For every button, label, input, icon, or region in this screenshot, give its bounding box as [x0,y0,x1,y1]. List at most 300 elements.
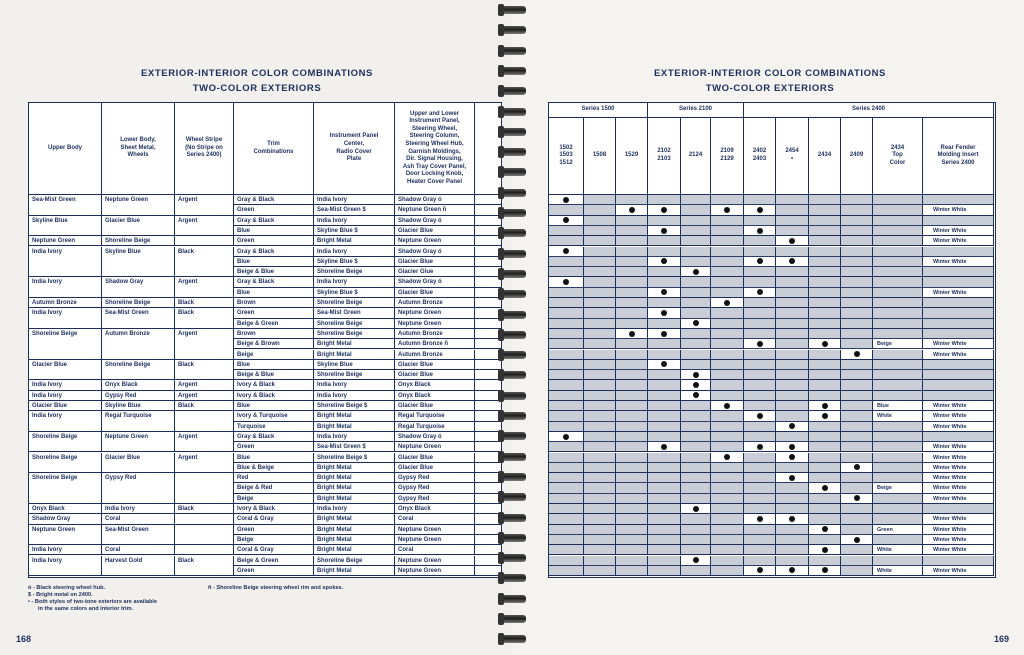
cell-panel: India Ivory [314,195,395,205]
availability-cell [681,370,711,380]
availability-cell [776,298,809,308]
availability-cell [776,494,809,504]
series-header: Series 2400 [744,103,994,118]
cell-lower: Gypsy Red [102,473,175,504]
availability-cell [648,525,681,535]
top-color-cell [873,514,923,524]
availability-cell [681,494,711,504]
availability-cell [648,329,681,339]
spiral-ring [498,633,528,645]
availability-dot [789,475,795,481]
cell-panel: Skyline Blue $ [314,226,395,236]
availability-cell [681,442,711,452]
availability-dot [661,228,667,234]
cell-trim: Gray & Black [234,277,314,287]
availability-dot [757,444,763,450]
availability-cell [549,401,584,411]
availability-cell [809,453,841,463]
spiral-ring [498,471,528,483]
availability-cell [776,226,809,236]
availability-cell [776,483,809,493]
availability-dot [789,258,795,264]
availability-cell [711,247,744,257]
availability-cell [776,422,809,432]
availability-cell [776,329,809,339]
top-color-cell [873,566,923,576]
availability-dot [693,557,699,563]
availability-cell [744,319,776,329]
availability-cell [711,277,744,287]
cell-lower: Shadow Gray [102,277,175,298]
availability-dot [563,197,569,203]
availability-cell [744,298,776,308]
availability-cell [841,483,873,493]
left-title: EXTERIOR-INTERIOR COLOR COMBINATIONS [140,68,373,79]
spiral-ring [498,410,528,422]
availability-cell [648,195,681,205]
cell-lower: Shoreline Beige [102,360,175,381]
model-column-header: 1502 1503 1512 [549,118,584,195]
availability-dot [757,341,763,347]
availability-cell [648,483,681,493]
availability-cell [776,216,809,226]
availability-cell [648,411,681,421]
availability-cell [549,298,584,308]
molding-insert-cell [923,556,994,566]
top-color-cell [873,257,923,267]
availability-cell [776,525,809,535]
availability-cell [549,247,584,257]
cell-trim: Beige [234,350,314,360]
molding-insert-cell [923,216,994,226]
molding-insert-cell [923,566,994,576]
availability-cell [549,319,584,329]
availability-cell [681,308,711,318]
molding-insert-value: Winter White [933,444,967,451]
availability-cell [648,514,681,524]
footnote-1: ó - Black steering wheel hub. [28,585,106,591]
availability-cell [809,401,841,411]
availability-cell [584,350,616,360]
availability-cell [549,267,584,277]
availability-cell [584,401,616,411]
availability-cell [841,339,873,349]
cell-panel: Sea-Mist Green [314,308,395,318]
availability-dot [822,341,828,347]
cell-trim: Ivory & Black [234,391,314,401]
availability-cell [549,380,584,390]
cell-upper-lower: Neptune Green [395,556,475,566]
availability-cell [776,514,809,524]
cell-upper-lower: Glacier Blue [395,401,475,411]
availability-cell [841,442,873,452]
availability-cell [711,494,744,504]
top-color-cell [873,308,923,318]
cell-trim: Brown [234,298,314,308]
cell-stripe: Argent [175,195,234,216]
availability-cell [841,216,873,226]
availability-cell [744,236,776,246]
availability-cell [648,205,681,215]
cell-upper-lower: Glacier Blue [395,257,475,267]
availability-cell [549,566,584,576]
spiral-ring [498,451,528,463]
availability-cell [744,453,776,463]
spiral-ring [498,65,528,77]
availability-dot [661,444,667,450]
cell-upper-lower: Glacier Blue [395,226,475,236]
footnote-3-cont: in the same colors and interior trim. [38,606,134,612]
cell-upper-lower: Neptune Green [395,442,475,452]
availability-cell [744,494,776,504]
availability-cell [648,236,681,246]
availability-cell [616,380,648,390]
availability-cell [616,473,648,483]
spiral-ring [498,207,528,219]
availability-cell [776,463,809,473]
cell-upper: India Ivory [29,380,102,390]
molding-insert-value: Winter White [933,526,967,533]
molding-insert-cell [923,360,994,370]
top-color-cell [873,453,923,463]
availability-cell [744,195,776,205]
availability-cell [549,545,584,555]
top-color-cell [873,473,923,483]
availability-cell [681,226,711,236]
molding-insert-value: Winter White [933,413,967,420]
molding-insert-cell [923,205,994,215]
availability-cell [809,329,841,339]
availability-cell [744,566,776,576]
cell-upper-lower: Neptune Green [395,308,475,318]
availability-cell [776,277,809,287]
cell-trim: Green [234,308,314,318]
availability-cell [841,432,873,442]
cell-lower: Neptune Green [102,432,175,453]
spiral-ring [498,430,528,442]
availability-cell [584,195,616,205]
availability-cell [744,483,776,493]
top-color-cell [873,380,923,390]
cell-upper-lower: Gypsy Red [395,483,475,493]
cell-lower: Glacier Blue [102,453,175,474]
availability-cell [841,350,873,360]
availability-cell [711,339,744,349]
cell-upper-lower: Glacier Blue [395,360,475,370]
availability-cell [841,380,873,390]
cell-panel: Bright Metal [314,535,395,545]
availability-cell [549,277,584,287]
cell-stripe: Black [175,247,234,278]
availability-cell [841,411,873,421]
availability-cell [616,401,648,411]
cell-panel: Shoreline Beige [314,267,395,277]
availability-cell [584,483,616,493]
availability-cell [809,319,841,329]
availability-cell [711,545,744,555]
availability-cell [776,247,809,257]
availability-cell [549,556,584,566]
cell-panel: India Ivory [314,432,395,442]
molding-insert-cell [923,319,994,329]
molding-insert-value: Winter White [933,207,967,214]
molding-insert-cell [923,195,994,205]
cell-upper: India Ivory [29,247,102,278]
top-color-value: White [877,413,892,420]
availability-cell [584,453,616,463]
cell-lower: Glacier Blue [102,216,175,237]
cell-upper: Shadow Gray [29,514,102,524]
availability-cell [841,473,873,483]
cell-upper-lower: Glacier Blue [395,463,475,473]
availability-cell [841,257,873,267]
availability-cell [841,535,873,545]
molding-insert-cell [923,411,994,421]
availability-dot [789,516,795,522]
availability-cell [616,308,648,318]
availability-cell [744,216,776,226]
cell-upper: India Ivory [29,545,102,555]
cell-lower: Regal Turquoise [102,411,175,432]
cell-upper: Shoreline Beige [29,432,102,453]
interior-trim-table [28,102,502,578]
molding-insert-cell [923,288,994,298]
availability-cell [841,205,873,215]
availability-cell [744,380,776,390]
availability-dot [822,403,828,409]
cell-lower: Coral [102,514,175,524]
cell-upper: Shoreline Beige [29,473,102,504]
cell-upper: Glacier Blue [29,401,102,411]
availability-cell [584,556,616,566]
availability-cell [776,473,809,483]
availability-cell [681,473,711,483]
molding-insert-cell [923,391,994,401]
availability-cell [744,463,776,473]
top-color-cell [873,277,923,287]
molding-insert-cell [923,308,994,318]
top-color-cell [873,370,923,380]
cell-panel: Sea-Mist Green $ [314,205,395,215]
availability-cell [776,257,809,267]
cell-lower: Skyline Blue [102,401,175,411]
availability-cell [648,442,681,452]
availability-cell [711,401,744,411]
availability-cell [776,360,809,370]
availability-cell [841,463,873,473]
availability-cell [841,329,873,339]
availability-cell [809,308,841,318]
spiral-ring [498,45,528,57]
column-header-upper-lower-instrument-panel: Upper and Lower Instrument Panel, Steering Wheel, Steering Column, Steering Wheel Hub, Garnish Moldings, Dir. Signal Housing, Ash Tray Cover Panel, Door Locking Knob, Heater Cover Panel [395,103,475,195]
cell-panel: Bright Metal [314,350,395,360]
spiral-ring [498,512,528,524]
cell-panel: Sea-Mist Green $ [314,442,395,452]
availability-cell [616,319,648,329]
top-color-value: White [877,547,892,554]
availability-cell [681,257,711,267]
availability-cell [744,422,776,432]
cell-lower: Sea-Mist Green [102,308,175,329]
availability-cell [616,236,648,246]
spiral-ring [498,126,528,138]
availability-cell [584,298,616,308]
cell-stripe: Argent [175,329,234,360]
availability-cell [549,339,584,349]
availability-cell [681,247,711,257]
cell-upper-lower: Gypsy Red [395,473,475,483]
cell-panel: India Ivory [314,504,395,514]
cell-upper-lower: Neptune Green [395,535,475,545]
availability-cell [711,257,744,267]
molding-insert-cell [923,329,994,339]
cell-panel: Shoreline Beige [314,329,395,339]
availability-cell [616,494,648,504]
cell-upper-lower: Glacier Glue [395,267,475,277]
cell-upper-lower: Gypsy Red [395,494,475,504]
availability-cell [681,329,711,339]
availability-cell [616,277,648,287]
availability-cell [809,277,841,287]
molding-insert-cell [923,463,994,473]
cell-trim: Blue [234,226,314,236]
availability-cell [744,556,776,566]
availability-cell [809,432,841,442]
molding-insert-value: Winter White [933,423,967,430]
molding-insert-value: Winter White [933,475,967,482]
cell-lower: Gypsy Red [102,391,175,401]
availability-cell [681,483,711,493]
cell-panel: India Ivory [314,277,395,287]
cell-upper-lower: Shadow Gray ó [395,277,475,287]
cell-lower: Neptune Green [102,195,175,216]
availability-cell [841,525,873,535]
spiral-ring [498,572,528,584]
availability-cell [616,463,648,473]
availability-cell [584,463,616,473]
molding-insert-cell [923,226,994,236]
availability-cell [809,350,841,360]
molding-insert-value: Winter White [933,464,967,471]
cell-trim: Gray & Black [234,247,314,257]
top-color-cell [873,205,923,215]
availability-cell [776,432,809,442]
model-availability-table [548,102,996,578]
top-color-cell [873,391,923,401]
availability-cell [711,442,744,452]
availability-cell [711,216,744,226]
availability-dot [661,361,667,367]
cell-trim: Gray & Black [234,432,314,442]
cell-upper: India Ivory [29,277,102,298]
availability-cell [776,556,809,566]
availability-cell [711,525,744,535]
cell-lower: Skyline Blue [102,247,175,278]
availability-cell [841,277,873,287]
spiral-ring [498,106,528,118]
availability-cell [841,545,873,555]
cell-upper: Neptune Green [29,236,102,246]
availability-cell [681,216,711,226]
availability-cell [809,483,841,493]
model-column-header: 2102 2103 [648,118,681,195]
cell-trim: Blue [234,288,314,298]
availability-cell [616,504,648,514]
cell-lower: Sea-Mist Green [102,525,175,546]
model-column-header: 1529 [616,118,648,195]
availability-cell [584,308,616,318]
top-color-cell [873,339,923,349]
cell-upper: Shoreline Beige [29,453,102,474]
availability-cell [841,226,873,236]
availability-cell [681,545,711,555]
availability-cell [776,308,809,318]
top-color-value: Blue [877,403,889,409]
spiral-ring [498,613,528,625]
availability-dot [822,567,828,573]
availability-cell [744,411,776,421]
cell-panel: Bright Metal [314,463,395,473]
availability-cell [681,525,711,535]
availability-cell [776,319,809,329]
availability-cell [711,329,744,339]
cell-stripe: Argent [175,216,234,237]
availability-cell [616,350,648,360]
availability-cell [711,195,744,205]
availability-dot [854,495,860,501]
availability-dot [822,485,828,491]
availability-cell [549,257,584,267]
availability-cell [681,319,711,329]
column-header-wheel-stripe: Wheel Stripe (No Stripe on Series 2400) [175,103,234,195]
cell-upper-lower: Shadow Gray ó [395,247,475,257]
top-color-value: Beige [877,341,892,348]
availability-cell [809,566,841,576]
availability-cell [616,216,648,226]
availability-cell [681,298,711,308]
availability-cell [549,288,584,298]
availability-cell [711,514,744,524]
molding-insert-cell [923,494,994,504]
model-column-header: 2409 [841,118,873,195]
cell-upper-lower: Regal Turquoise [395,422,475,432]
top-color-value: Beige [877,485,892,492]
availability-cell [584,205,616,215]
molding-insert-value: Winter White [933,454,967,461]
cell-trim: Gray & Black [234,216,314,226]
availability-cell [809,298,841,308]
top-color-cell [873,350,923,360]
availability-cell [809,257,841,267]
spiral-ring [498,24,528,36]
model-column-header: Rear Fender Molding Insert Series 2400 [923,118,994,195]
cell-trim: Green [234,442,314,452]
availability-cell [648,257,681,267]
availability-dot [789,238,795,244]
top-color-cell [873,360,923,370]
cell-upper-lower: Neptune Green [395,566,475,576]
availability-cell [841,494,873,504]
availability-cell [744,205,776,215]
availability-cell [648,556,681,566]
top-color-cell [873,195,923,205]
availability-cell [744,350,776,360]
molding-insert-cell [923,370,994,380]
availability-cell [584,226,616,236]
availability-cell [711,453,744,463]
cell-upper-lower: Neptune Green [395,236,475,246]
cell-trim: Beige & Brown [234,339,314,349]
